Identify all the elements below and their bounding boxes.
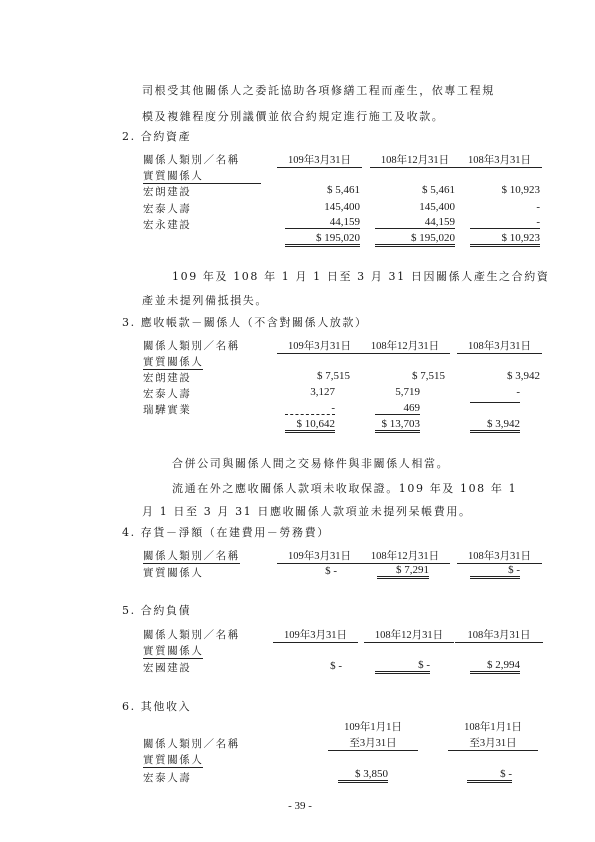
sec3-row-name: 宏泰人壽 (143, 388, 192, 400)
sec5-row-v2: $ - (375, 659, 430, 674)
sec2-row-name: 宏永建設 (143, 219, 192, 231)
sec3-note-1: 合併公司與關係人間之交易條件與非關係人相當。 (172, 457, 450, 470)
section-6-title: 6. 其他收入 (122, 700, 192, 713)
sec4-row-name: 實質關係人 (143, 567, 204, 579)
sec6-header-c2a: 108年1月1日 (464, 722, 522, 733)
sec6-row-v1: $ 3,850 (338, 768, 388, 783)
sec4-row-v2: $ 7,291 (377, 564, 429, 579)
sec3-total-v3: $ 3,942 (470, 418, 520, 433)
sec5-row-v1: $ - (330, 660, 342, 672)
sec2-row-v1: 145,400 (324, 201, 360, 213)
sec2-total-v2: $ 195,020 (375, 232, 455, 247)
sec6-header-name: 關係人類別／名稱 (143, 738, 240, 750)
sec2-row-v3: $ 10,923 (501, 184, 540, 196)
sec2-note-1: 109 年及 108 年 1 月 1 日至 3 月 31 日因關係人產生之合約資 (172, 270, 550, 283)
sec2-row-name: 宏朗建設 (143, 186, 192, 198)
sec4-header-c3: 108年3月31日 (457, 548, 542, 564)
sec3-note-2: 流通在外之應收關係人款項未收取保證。109 年及 108 年 1 (172, 482, 518, 495)
sec3-group: 實質關係人 (143, 356, 204, 368)
sec6-header-c1a: 109年1月1日 (344, 722, 402, 733)
sec2-group: 實質關係人 (143, 168, 261, 184)
sec2-total-v3: $ 10,923 (470, 232, 540, 247)
sec4-header-c1: 109年3月31日 (277, 548, 362, 564)
sec2-row-name: 宏泰人壽 (143, 203, 192, 215)
sec5-row-name: 宏國建設 (143, 662, 192, 674)
sec3-header-c1: 109年3月31日 (277, 338, 362, 354)
sec4-row-v1: $ - (325, 565, 337, 577)
sec5-header-c2: 108年12月31日 (364, 627, 454, 643)
section-4-title: 4. 存貨－淨額（在建費用－勞務費） (122, 526, 330, 539)
sec3-total-v2: $ 13,703 (375, 418, 420, 433)
sec5-group: 實質關係人 (143, 645, 204, 657)
section-2-title: 2. 合約資產 (122, 130, 192, 143)
sec2-header-c3: 108年3月31日 (457, 152, 542, 168)
sec3-row-v1: 3,127 (310, 386, 335, 398)
sec2-row-v3: - (470, 216, 540, 229)
sec6-row-v2: $ - (467, 768, 512, 783)
sec3-row-name: 瑞驊實業 (143, 404, 192, 416)
sec3-row-v3: $ 3,942 (507, 370, 540, 382)
sec2-row-v1: 44,159 (285, 216, 360, 229)
sec2-total-v1: $ 195,020 (285, 232, 360, 247)
sec3-row-v1: - (285, 402, 335, 415)
intro-line-1: 司根受其他關係人之委託協助各項修繕工程而產生，依專工程規 (142, 84, 495, 97)
sec4-header-name: 關係人類別／名稱 (143, 550, 240, 562)
sec3-row-v3 (470, 402, 520, 403)
sec3-header-c2: 108年12月31日 (360, 338, 450, 354)
sec2-row-v2: 145,400 (419, 201, 455, 213)
sec5-row-v3: $ 2,994 (470, 659, 520, 674)
sec2-note-2: 產並未提列備抵損失。 (142, 294, 268, 307)
sec6-header-c2b: 至3月31日 (448, 735, 538, 751)
sec2-row-v2: 44,159 (375, 216, 455, 229)
sec3-header-name: 關係人類別／名稱 (143, 340, 240, 352)
sec5-header-name: 關係人類別／名稱 (143, 629, 240, 641)
sec6-header-c1b: 至3月31日 (328, 735, 418, 751)
sec3-row-v1: $ 7,515 (317, 370, 350, 382)
intro-line-2: 模及複雜程度分別議價並依合約規定進行施工及收款。 (142, 110, 445, 123)
sec2-header-c1: 109年3月31日 (277, 152, 362, 168)
sec3-row-v2: 469 (375, 402, 420, 415)
sec4-header-c2: 108年12月31日 (360, 548, 450, 564)
sec2-header-c2: 108年12月31日 (370, 152, 460, 168)
sec3-total-v1: $ 10,642 (285, 418, 335, 433)
sec3-note-3: 月 1 日至 3 月 31 日應收關係人款項並未提列呆帳費用。 (142, 505, 472, 518)
sec3-row-name: 宏朗建設 (143, 372, 192, 384)
sec3-row-v2: $ 7,515 (412, 370, 445, 382)
section-5-title: 5. 合約負債 (122, 604, 192, 617)
sec3-row-v2: 5,719 (395, 386, 420, 398)
page-number: - 39 - (288, 800, 312, 812)
sec2-header-name: 關係人類別／名稱 (143, 154, 240, 166)
sec3-row-v3: - (516, 386, 520, 398)
sec5-header-c3: 108年3月31日 (455, 627, 543, 643)
sec2-row-v3: - (536, 201, 540, 213)
sec2-row-v2: $ 5,461 (422, 184, 455, 196)
section-3-title: 3. 應收帳款－關係人（不含對關係人放款） (122, 316, 368, 329)
sec3-header-c3: 108年3月31日 (457, 338, 542, 354)
sec4-row-v3: $ - (470, 564, 520, 579)
sec6-group: 實質關係人 (143, 754, 204, 766)
sec5-header-c1: 109年3月31日 (273, 627, 358, 643)
sec6-row-name: 宏泰人壽 (143, 772, 192, 784)
sec2-row-v1: $ 5,461 (327, 184, 360, 196)
